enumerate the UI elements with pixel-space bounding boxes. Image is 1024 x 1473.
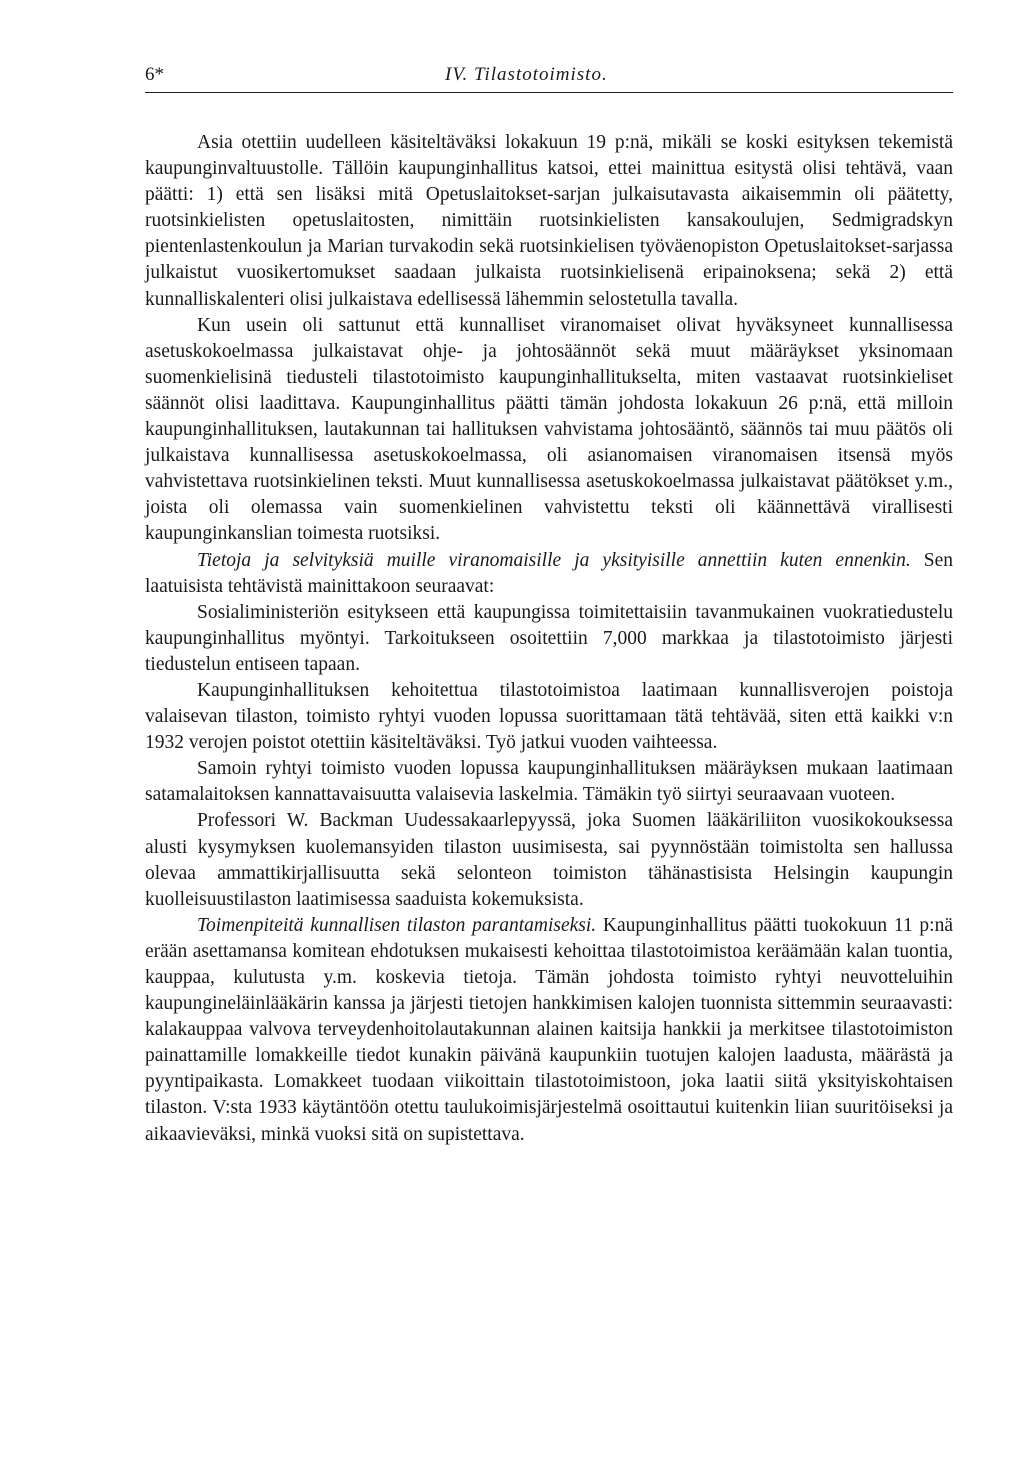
paragraph — [145, 913, 953, 1148]
paragraph-text: Asia otettiin uudelleen käsiteltäväksi lokakuun 19 p:nä, mikäli se koski esityksen tekemistä kaupunginvaltuustolle. Tällöin kaupunginhallitus katsoi, ettei mainittua esitystä olisi tehtävä, vaan päätti: 1) että sen lisäksi mitä Opetuslaitokset-sarjan julkaisutavasta aikaisemmin oli päätetty, ruotsinkielisten opetuslaitosten, nimittäin ruotsinkielisten kansakoulujen, Sedmigradskyn pientenlastenkoulun ja Marian turvakodin sekä ruotsinkielisen työväenopiston Opetuslaitokset-sarjassa julkaistut vuosikertomukset saadaan julkaista ruotsinkielisenä eripainoksena; sekä 2) että kunnalliskalenteri olisi julkaistava edellisessä lähemmin selostetulla tavalla. — [145, 132, 953, 310]
paragraph-text: Kaupunginhallitus päätti tuokokuun 11 p:nä erään asettamansa komitean ehdotuksen mukaisesti kehoittaa tilastotoimistoa keräämään kalan tuontia, kauppaa, kulutusta y.m. koskevia tietoja. Tämän johdosta toimisto ryhtyi neuvotteluihin kaupungineläinlääkärin kanssa ja järjesti tietojen hankkimisen kalojen tuonnista sittemmin seuraavasti: kalakauppaa valvova terveydenhoitolautakunnan alainen kaitsija hankkii ja merkitsee tilastotoimiston painattamille lomakkeille tiedot kunakin päivänä kaupunkiin tuotujen kalojen laadusta, määrästä ja pyyntipaikasta. Lomakkeet tuodaan viikoittain tilastotoimistoon, joka laatii siitä yksityiskohtaisen tilaston. V:sta 1933 käytäntöön otettu taulukoimisjärjestelmä osoittautui kuitenkin liian suuritöiseksi ja aikaavieväksi, minkä vuoksi sitä on supistettava. — [145, 914, 953, 1145]
page-number: 6* — [145, 64, 164, 85]
section-heading: Toimenpiteitä kunnallisen tilaston parantamiseksi. — [197, 914, 597, 936]
paragraph — [145, 756, 953, 808]
paragraph — [145, 600, 953, 678]
paragraph-text: Kun usein oli sattunut että kunnalliset viranomaiset olivat hyväksyneet kunnallisessa asetuskokoelmassa julkaistavat ohje- ja johtosäännöt sekä muut määräykset yksinomaan suomenkielisinä tiedusteli tilastotoimisto kaupunginhallitukselta, miten vastaavat ruotsinkieliset säännöt olisi laadittava. Kaupunginhallitus päätti tämän johdosta lokakuun 26 p:nä, että milloin kaupunginhallituksen, lautakunnan tai hallituksen vahvistama johtosääntö, säännös tai muu päätös oli julkaistava kunnallisessa asetuskokoelmassa, oli asianomaisen viranomaisen itsensä myös vahvistettava ruotsinkielinen teksti. Muut kunnallisessa asetuskokoelmassa julkaistavat päätökset y.m., joista oli olemassa vain suomenkielinen vahvistettu teksti oli käännettävä virallisesti kaupunginkanslian toimesta ruotsiksi. — [145, 314, 953, 545]
paragraph-text: Samoin ryhtyi toimisto vuoden lopussa kaupunginhallituksen määräyksen mukaan laatimaan satamalaitoksen kannattavaisuutta valaisevia laskelmia. Tämäkin työ siirtyi seuraavaan vuoteen. — [145, 758, 953, 806]
paragraph — [145, 548, 953, 600]
paragraph — [145, 130, 953, 313]
body-text — [145, 130, 953, 1148]
paragraph-text: Professori W. Backman Uudessakaarlepyyssä, joka Suomen lääkäriliiton vuosikokouksessa alusti kysymyksen kuolemansyiden tilaston uusimisesta, sai pyynnöstään toimistolta sen hallussa olevaa ammattikirjallisuutta sekä selonteon toimiston tähänastisista Helsingin kaupungin kuolleisuustilaston laatimisessa saaduista kokemuksista. — [145, 810, 953, 910]
paragraph-text: Sen laatuisista tehtävistä mainittakoon seuraavat: — [145, 549, 954, 597]
paragraph-text: Kaupunginhallituksen kehoitettua tilastotoimistoa laatimaan kunnallisverojen poistoja valaisevan tilaston, toimisto ryhtyi vuoden lopussa suorittamaan tätä tehtävää, siten että kaikki v:n 1932 verojen poistot otettiin käsiteltäväksi. Työ jatkui vuoden vaihteessa. — [145, 679, 953, 754]
document-page — [145, 62, 953, 1148]
running-title: IV. Tilastotoimisto. — [445, 64, 608, 85]
paragraph — [145, 808, 953, 912]
paragraph — [145, 678, 953, 756]
running-header — [145, 62, 953, 93]
paragraph-text: Sosialiministeriön esitykseen että kaupungissa toimitettaisiin tavanmukainen vuokratiedustelu kaupunginhallitus myöntyi. Tarkoitukseen osoitettiin 7,000 markkaa ja tilastotoimisto järjesti tiedustelun entiseen tapaan. — [145, 601, 953, 675]
paragraph — [145, 313, 953, 548]
section-heading: Tietoja ja selvityksiä muille viranomaisille ja yksityisille annettiin kuten ennenkin. — [197, 549, 911, 571]
